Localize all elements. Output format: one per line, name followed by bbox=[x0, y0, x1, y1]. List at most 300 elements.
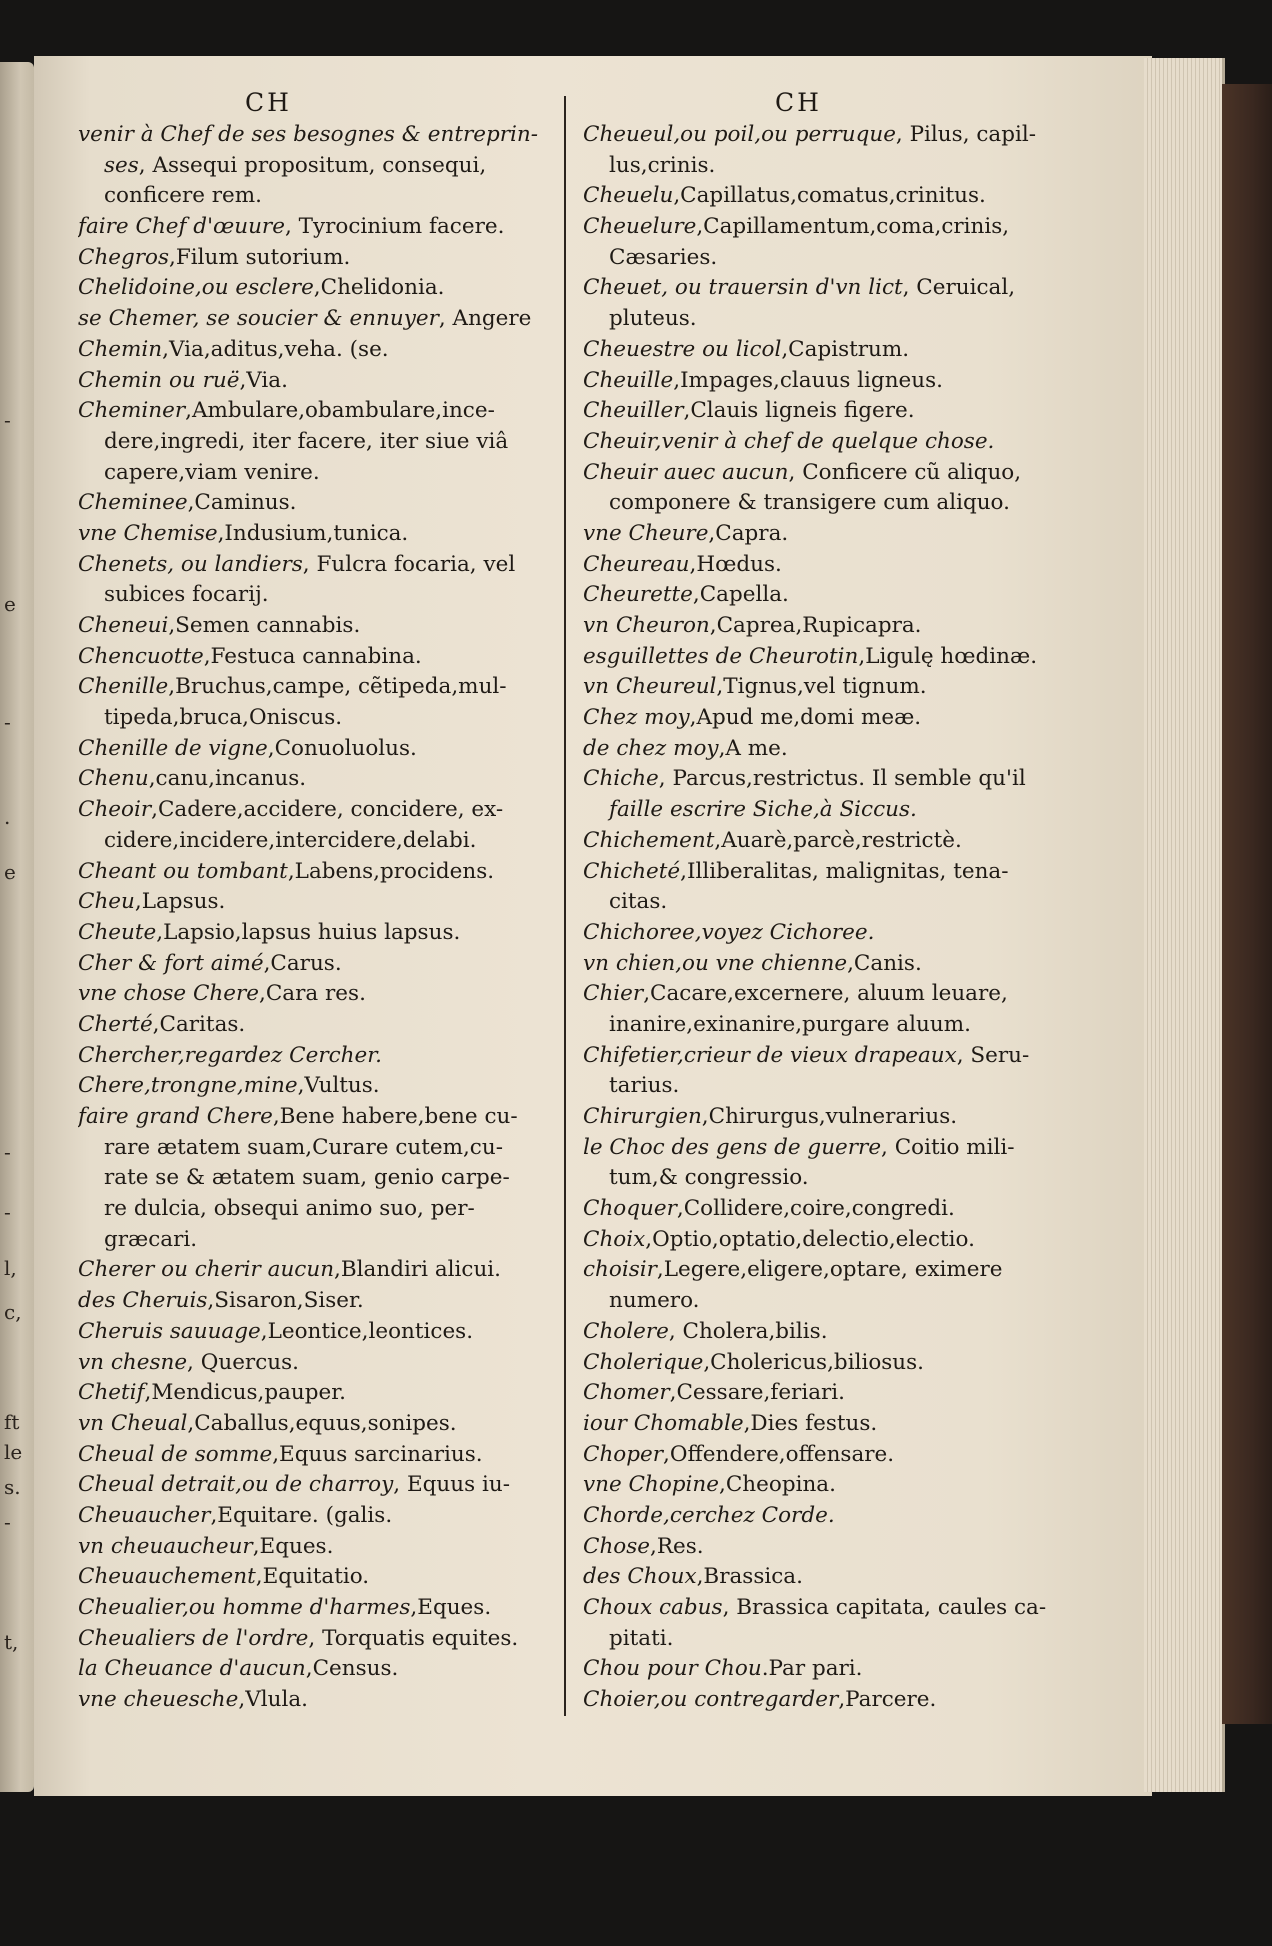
entry-line bbox=[583, 1562, 1118, 1593]
entry-line bbox=[78, 734, 613, 765]
entry-term: Cheute bbox=[78, 919, 157, 945]
entry-line bbox=[78, 273, 613, 304]
entry-translation: citas. bbox=[609, 889, 668, 915]
entry-term: Cheueul,ou poil,ou perruque bbox=[583, 122, 896, 147]
entry-term: des Choux bbox=[583, 1564, 697, 1590]
entry-line bbox=[78, 427, 613, 458]
entry-line bbox=[583, 1685, 1118, 1716]
left-column bbox=[78, 120, 613, 1716]
entry-line bbox=[583, 243, 1118, 274]
entry-line bbox=[78, 550, 613, 581]
entry-term: Chetif bbox=[78, 1380, 145, 1406]
entry-line bbox=[583, 1593, 1118, 1624]
entry-line bbox=[78, 795, 613, 826]
entry-term: vne Chemise bbox=[78, 520, 218, 546]
entry-line bbox=[78, 642, 613, 673]
entry-term: Cheuaucher bbox=[78, 1502, 211, 1528]
entry-translation: ,Capistrum. bbox=[781, 336, 910, 362]
entry-term: Chere,trongne,mine bbox=[78, 1073, 298, 1099]
entry-translation: ,Capillamentum,coma,crinis, bbox=[696, 214, 1010, 240]
entry-term: vn Cheureul bbox=[583, 674, 717, 700]
entry-translation: dere,ingredi, iter facere, iter siue viâ bbox=[104, 428, 509, 454]
entry-translation: re dulcia, obsequi animo suo, per- bbox=[104, 1196, 475, 1222]
entry-line bbox=[78, 1378, 613, 1409]
entry-term: vn chesne bbox=[78, 1349, 188, 1375]
margin-fragment: - bbox=[4, 1140, 11, 1164]
entry-translation: , Ceruical, bbox=[902, 275, 1016, 301]
entry-term: Cheminer bbox=[78, 398, 186, 424]
running-head-left: CH bbox=[245, 88, 292, 117]
entry-translation: tarius. bbox=[609, 1073, 680, 1099]
entry-line bbox=[583, 826, 1118, 857]
entry-translation: , Equus iu- bbox=[393, 1472, 510, 1498]
entry-translation: numero. bbox=[609, 1288, 700, 1314]
entry-term: Cheuauchement bbox=[78, 1564, 256, 1590]
entry-line bbox=[583, 1378, 1118, 1409]
margin-fragment: - bbox=[4, 1200, 11, 1224]
entry-translation: ,Lapsus. bbox=[134, 889, 226, 915]
entry-line bbox=[78, 151, 613, 182]
entry-line bbox=[78, 1562, 613, 1593]
entry-translation: ,Cessare,feriari. bbox=[669, 1380, 846, 1406]
margin-fragment: l, bbox=[4, 1256, 17, 1280]
entry-line bbox=[583, 120, 1118, 151]
entry-line bbox=[583, 550, 1118, 581]
entry-line bbox=[78, 1010, 613, 1041]
entry-translation: ,Festuca cannabina. bbox=[203, 643, 422, 669]
margin-fragment: le bbox=[4, 1440, 23, 1464]
entry-translation: subices focarij. bbox=[104, 582, 269, 608]
entry-translation: ,Filum sutorium. bbox=[169, 244, 351, 270]
entry-translation: ,Cholericus,biliosus. bbox=[703, 1349, 925, 1375]
entry-term: choisir bbox=[583, 1257, 657, 1283]
entry-line bbox=[583, 1317, 1118, 1348]
entry-translation: tipeda,bruca,Oniscus. bbox=[104, 705, 343, 731]
entry-line bbox=[78, 243, 613, 274]
entry-term: la Cheuance d'aucun bbox=[78, 1656, 306, 1682]
entry-term: Chicheté bbox=[583, 858, 681, 884]
entry-line bbox=[78, 918, 613, 949]
entry-translation: ,Labens,procidens. bbox=[287, 858, 495, 884]
entry-term: Cheminee bbox=[78, 490, 188, 516]
entry-line bbox=[583, 979, 1118, 1010]
margin-fragment: ft bbox=[4, 1410, 20, 1434]
entry-translation: ,Impages,clauus ligneus. bbox=[673, 367, 943, 393]
entry-translation: pluteus. bbox=[609, 306, 697, 332]
margin-fragment: t, bbox=[4, 1630, 19, 1654]
entry-term: Chiche bbox=[583, 766, 659, 792]
entry-translation: ,Chelidonia. bbox=[313, 275, 445, 301]
entry-translation: , Pilus, capil- bbox=[895, 122, 1036, 147]
entry-line bbox=[78, 1163, 613, 1194]
entry-term: des Cheruis bbox=[78, 1288, 208, 1314]
entry-line bbox=[583, 1041, 1118, 1072]
entry-line bbox=[583, 857, 1118, 888]
entry-term: Cheruis sauuage bbox=[78, 1318, 261, 1344]
entry-translation: , Cholera,bilis. bbox=[668, 1318, 828, 1344]
entry-translation: ,Capra. bbox=[708, 520, 789, 546]
entry-term: Chenets, ou landiers bbox=[78, 551, 303, 577]
entry-translation: , Fulcra focaria, vel bbox=[302, 551, 516, 577]
entry-translation: ,Cara res. bbox=[259, 981, 366, 1007]
entry-term: Chichement bbox=[583, 827, 715, 853]
entry-line bbox=[583, 1071, 1118, 1102]
entry-line bbox=[583, 611, 1118, 642]
entry-term: faire Chef d'œuure bbox=[78, 214, 285, 240]
entry-line bbox=[583, 1286, 1118, 1317]
entry-translation: ,Ligulę hœdinæ. bbox=[858, 643, 1038, 669]
entry-line bbox=[78, 1225, 613, 1256]
entry-term: Chose bbox=[583, 1533, 650, 1559]
entry-term: Cheneui bbox=[78, 613, 169, 638]
entry-translation: ,Legere,eligere,optare, eximere bbox=[656, 1257, 1003, 1283]
entry-term: Chez moy bbox=[583, 705, 690, 731]
entry-translation: ,Caballus,equus,sonipes. bbox=[187, 1410, 457, 1436]
margin-fragment: c, bbox=[4, 1300, 22, 1324]
entry-translation: ,Eques. bbox=[252, 1533, 334, 1559]
entry-line bbox=[583, 642, 1118, 673]
entry-term: Chorde,cerchez Corde. bbox=[583, 1502, 835, 1528]
entry-translation: ,Chirurgus,vulnerarius. bbox=[701, 1104, 958, 1129]
entry-line bbox=[78, 611, 613, 642]
entry-translation: ,Collidere,coire,congredi. bbox=[676, 1196, 955, 1222]
entry-line bbox=[78, 1286, 613, 1317]
entry-line bbox=[78, 335, 613, 366]
entry-translation: ,Sisaron,Siser. bbox=[207, 1288, 364, 1314]
entry-translation: , Seru- bbox=[956, 1042, 1030, 1068]
entry-translation: ,Via,aditus,veha. (se. bbox=[162, 336, 389, 362]
book-cover-edge bbox=[1222, 84, 1272, 1724]
entry-term: Cheuir auec aucun bbox=[583, 459, 789, 485]
entry-translation: tum,& congressio. bbox=[609, 1165, 809, 1191]
entry-translation: ,Tignus,vel tignum. bbox=[716, 674, 927, 700]
entry-term: Chegros bbox=[78, 244, 170, 270]
entry-line bbox=[78, 857, 613, 888]
entry-line bbox=[583, 734, 1118, 765]
entry-line bbox=[583, 1133, 1118, 1164]
margin-fragment: s. bbox=[4, 1475, 21, 1499]
entry-term: vne Cheure bbox=[583, 520, 709, 546]
entry-translation: ,canu,incanus. bbox=[148, 766, 307, 792]
entry-translation: ,Lapsio,lapsus huius lapsus. bbox=[156, 919, 461, 945]
entry-term: Cheual detrait,ou de charroy bbox=[78, 1472, 394, 1498]
entry-term: Choux cabus bbox=[583, 1595, 723, 1620]
entry-term: Choix bbox=[583, 1226, 646, 1252]
entry-translation: ,Apud me,domi meæ. bbox=[689, 705, 922, 731]
entry-line bbox=[583, 1654, 1118, 1685]
entry-term: de chez moy bbox=[583, 735, 719, 761]
running-head-right: CH bbox=[775, 88, 822, 117]
entry-term: Chichoree,voyez Cichoree. bbox=[583, 919, 875, 945]
entry-term: Cheuelu bbox=[583, 183, 674, 209]
entry-translation: ,Mendicus,pauper. bbox=[144, 1380, 346, 1406]
page-stack-edge bbox=[1144, 58, 1225, 1792]
entry-term: Chemin bbox=[78, 336, 163, 362]
entry-translation: .Par pari. bbox=[761, 1656, 863, 1682]
entry-term: Chier bbox=[583, 981, 644, 1007]
margin-fragment: . bbox=[4, 805, 11, 829]
entry-term: Cheuet, ou trauersin d'vn lict bbox=[583, 275, 903, 301]
entry-translation: ,Eques. bbox=[410, 1595, 492, 1620]
entry-translation: ,Conuoluolus. bbox=[267, 735, 417, 761]
entry-term: Cherer ou cherir aucun bbox=[78, 1257, 335, 1283]
entry-term: Chenille de vigne bbox=[78, 735, 268, 761]
entry-line bbox=[78, 1654, 613, 1685]
entry-translation: ,Parcere. bbox=[838, 1687, 937, 1713]
entry-term: Choier,ou contregarder bbox=[583, 1687, 839, 1713]
entry-translation: ,Vultus. bbox=[297, 1073, 380, 1099]
entry-translation: ,Clauis ligneis figere. bbox=[683, 398, 915, 424]
entry-term: Cher & fort aimé bbox=[78, 950, 264, 976]
entry-translation: ,Blandiri alicui. bbox=[334, 1257, 502, 1283]
entry-line bbox=[583, 1501, 1118, 1532]
entry-line bbox=[78, 764, 613, 795]
entry-term: Cheuir,venir à chef de quelque chose. bbox=[583, 428, 995, 454]
entry-line bbox=[583, 335, 1118, 366]
entry-line bbox=[583, 1225, 1118, 1256]
entry-term: Cheualiers de l'ordre bbox=[78, 1625, 309, 1651]
entry-translation: Cæsaries. bbox=[609, 244, 718, 270]
entry-term: Choper bbox=[583, 1441, 664, 1467]
entry-translation: ,Hœdus. bbox=[689, 551, 782, 577]
entry-line bbox=[583, 1348, 1118, 1379]
entry-line bbox=[78, 580, 613, 611]
entry-line bbox=[583, 1163, 1118, 1194]
entry-line bbox=[583, 304, 1118, 335]
entry-translation: inanire,exinanire,purgare aluum. bbox=[609, 1011, 971, 1037]
entry-term: faille escrire Siche,à Siccus. bbox=[609, 797, 917, 823]
entry-translation: ,Dies festus. bbox=[743, 1410, 878, 1436]
entry-translation: ,Cacare,excernere, aluum leuare, bbox=[643, 981, 1008, 1007]
entry-line bbox=[78, 212, 613, 243]
entry-line bbox=[78, 1532, 613, 1563]
entry-line bbox=[583, 672, 1118, 703]
entry-line bbox=[78, 1071, 613, 1102]
entry-line bbox=[78, 396, 613, 427]
entry-term: Chirurgien bbox=[583, 1104, 702, 1129]
entry-line bbox=[78, 826, 613, 857]
entry-term: Chemin ou ruë bbox=[78, 367, 240, 393]
entry-line bbox=[78, 887, 613, 918]
entry-line bbox=[78, 1133, 613, 1164]
entry-term: ses bbox=[104, 152, 139, 178]
entry-translation: , Angere bbox=[438, 306, 532, 332]
entry-term: vne chose Chere bbox=[78, 981, 259, 1007]
entry-line bbox=[583, 703, 1118, 734]
entry-term: Cholerique bbox=[583, 1349, 704, 1375]
entry-translation: ,Semen cannabis. bbox=[168, 613, 361, 638]
entry-term: Cheureau bbox=[583, 551, 690, 577]
entry-line bbox=[583, 1102, 1118, 1133]
entry-translation: pitati. bbox=[609, 1625, 674, 1651]
entry-translation: , Quercus. bbox=[187, 1349, 299, 1375]
entry-term: Chenille bbox=[78, 674, 169, 700]
entry-term: Cheuelure bbox=[583, 214, 697, 240]
entry-term: vn Cheuron bbox=[583, 613, 710, 638]
entry-translation: , Parcus,restrictus. Il semble qu'il bbox=[658, 766, 1026, 792]
entry-term: faire grand Chere bbox=[78, 1104, 273, 1129]
entry-translation: ,A me. bbox=[718, 735, 788, 761]
entry-line bbox=[583, 519, 1118, 550]
entry-translation: , Conficere cũ aliquo, bbox=[788, 459, 1022, 485]
entry-term: vn chien,ou vne chienne bbox=[583, 950, 848, 976]
entry-translation: ,Equus sarcinarius. bbox=[272, 1441, 483, 1467]
entry-line bbox=[78, 1685, 613, 1716]
entry-term: Chou pour Chou bbox=[583, 1656, 762, 1682]
entry-line bbox=[583, 366, 1118, 397]
entry-line bbox=[78, 672, 613, 703]
margin-fragment: e bbox=[4, 860, 16, 884]
entry-line bbox=[583, 887, 1118, 918]
entry-term: Cheurette bbox=[583, 582, 693, 608]
entry-term: vne Chopine bbox=[583, 1472, 720, 1498]
entry-translation: ,Capillatus,comatus,crinitus. bbox=[673, 183, 986, 209]
entry-term: le Choc des gens de guerre bbox=[583, 1134, 882, 1160]
entry-line bbox=[583, 273, 1118, 304]
entry-translation: ,Bruchus,campe, cẽtipeda,mul- bbox=[168, 674, 507, 700]
entry-term: Cheu bbox=[78, 889, 135, 915]
margin-fragment: e bbox=[4, 592, 16, 616]
entry-line bbox=[78, 979, 613, 1010]
margin-fragment: - bbox=[4, 710, 11, 734]
entry-line bbox=[78, 1470, 613, 1501]
entry-line bbox=[78, 1255, 613, 1286]
entry-translation: ,Capella. bbox=[692, 582, 789, 608]
entry-term: Chercher,regardez Cercher. bbox=[78, 1042, 382, 1068]
entry-translation: ,Caritas. bbox=[152, 1011, 246, 1037]
entry-line bbox=[78, 949, 613, 980]
entry-translation: ,Indusium,tunica. bbox=[217, 520, 409, 546]
entry-term: se Chemer, se soucier & ennuyer bbox=[78, 306, 439, 332]
entry-term: iour Chomable bbox=[583, 1410, 744, 1436]
entry-term: vne cheuesche bbox=[78, 1687, 239, 1713]
margin-fragment: - bbox=[4, 1510, 11, 1534]
entry-translation: ,Cheopina. bbox=[719, 1472, 836, 1498]
entry-line bbox=[583, 1532, 1118, 1563]
entry-translation: ,Brassica. bbox=[696, 1564, 803, 1590]
entry-line bbox=[583, 181, 1118, 212]
entry-line bbox=[583, 1194, 1118, 1225]
entry-line bbox=[78, 1593, 613, 1624]
entry-translation: , Assequi propositum, consequi, bbox=[138, 152, 487, 178]
entry-term: Chomer bbox=[583, 1380, 670, 1406]
entry-line bbox=[78, 1041, 613, 1072]
entry-translation: ,Carus. bbox=[263, 950, 342, 976]
entry-translation: ,Ambulare,obambulare,ince- bbox=[185, 398, 495, 424]
entry-translation: ,Canis. bbox=[847, 950, 922, 976]
entry-line bbox=[583, 1470, 1118, 1501]
entry-line bbox=[583, 1010, 1118, 1041]
entry-translation: capere,viam venire. bbox=[104, 459, 320, 485]
entry-translation: rare ætatem suam,Curare cutem,cu- bbox=[104, 1134, 503, 1160]
entry-term: Cheuille bbox=[583, 367, 674, 393]
entry-line bbox=[78, 519, 613, 550]
entry-term: Cheuestre ou licol bbox=[583, 336, 782, 362]
entry-term: venir à Chef de ses besognes & entreprin- bbox=[78, 122, 538, 147]
entry-term: Cheoir bbox=[78, 797, 152, 823]
entry-line bbox=[78, 1440, 613, 1471]
entry-term: Chencuotte bbox=[78, 643, 204, 669]
entry-line bbox=[78, 181, 613, 212]
entry-line bbox=[583, 488, 1118, 519]
entry-term: Cheual de somme bbox=[78, 1441, 273, 1467]
entry-line bbox=[78, 1348, 613, 1379]
entry-term: Cheant ou tombant bbox=[78, 858, 288, 884]
entry-translation: componere & transigere cum aliquo. bbox=[609, 490, 1010, 516]
entry-term: Cherté bbox=[78, 1011, 153, 1037]
entry-line bbox=[78, 1409, 613, 1440]
entry-translation: cidere,incidere,intercidere,delabi. bbox=[104, 827, 477, 853]
entry-term: Cheuiller bbox=[583, 398, 684, 424]
entry-line bbox=[78, 1624, 613, 1655]
entry-line bbox=[583, 458, 1118, 489]
entry-line bbox=[583, 918, 1118, 949]
entry-translation: ,Leontice,leontices. bbox=[260, 1318, 474, 1344]
entry-line bbox=[78, 366, 613, 397]
entry-line bbox=[583, 1255, 1118, 1286]
entry-translation: ,Vlula. bbox=[238, 1687, 309, 1713]
entry-line bbox=[583, 427, 1118, 458]
entry-line bbox=[583, 764, 1118, 795]
entry-line bbox=[78, 1102, 613, 1133]
entry-term: Chelidoine,ou esclere bbox=[78, 275, 314, 301]
entry-translation: ,Cadere,accidere, concidere, ex- bbox=[151, 797, 504, 823]
entry-translation: ,Optio,optatio,delectio,electio. bbox=[645, 1226, 975, 1252]
entry-line bbox=[583, 212, 1118, 243]
entry-term: esguillettes de Cheurotin bbox=[583, 643, 859, 669]
entry-term: Chenu bbox=[78, 766, 149, 792]
margin-fragment: - bbox=[4, 408, 11, 432]
entry-line bbox=[78, 1194, 613, 1225]
entry-translation: ,Illiberalitas, malignitas, tena- bbox=[680, 858, 1009, 884]
entry-line bbox=[78, 120, 613, 151]
entry-translation: , Brassica capitata, caules ca- bbox=[722, 1595, 1047, 1620]
entry-translation: ,Caprea,Rupicapra. bbox=[709, 613, 922, 638]
entry-line bbox=[78, 458, 613, 489]
entry-translation: conficere rem. bbox=[104, 183, 262, 209]
entry-translation: græcari. bbox=[104, 1226, 198, 1252]
entry-translation: rate se & ætatem suam, genio carpe- bbox=[104, 1165, 510, 1191]
entry-translation: , Tyrocinium facere. bbox=[284, 214, 505, 240]
entry-line bbox=[583, 151, 1118, 182]
entry-translation: ,Equitatio. bbox=[255, 1564, 370, 1590]
entry-term: vn cheuaucheur bbox=[78, 1533, 253, 1559]
right-column bbox=[583, 120, 1118, 1716]
entry-line bbox=[78, 488, 613, 519]
entry-translation: ,Res. bbox=[650, 1533, 704, 1559]
entry-translation: ,Offendere,offensare. bbox=[663, 1441, 895, 1467]
entry-line bbox=[583, 1624, 1118, 1655]
entry-term: Cheualier,ou homme d'harmes bbox=[78, 1595, 411, 1620]
entry-line bbox=[583, 949, 1118, 980]
entry-line bbox=[583, 1440, 1118, 1471]
entry-translation: ,Caminus. bbox=[187, 490, 297, 516]
entry-translation: lus,crinis. bbox=[609, 152, 716, 178]
entry-translation: ,Equitare. (galis. bbox=[210, 1502, 393, 1528]
entry-term: vn Cheual bbox=[78, 1410, 188, 1436]
entry-translation: ,Census. bbox=[305, 1656, 399, 1682]
entry-term: Choquer bbox=[583, 1196, 677, 1222]
entry-line bbox=[583, 795, 1118, 826]
entry-line bbox=[583, 396, 1118, 427]
entry-translation: , Torquatis equites. bbox=[308, 1625, 519, 1651]
entry-line bbox=[78, 1317, 613, 1348]
entry-line bbox=[583, 1409, 1118, 1440]
entry-line bbox=[583, 580, 1118, 611]
entry-term: Cholere bbox=[583, 1318, 669, 1344]
entry-line bbox=[78, 304, 613, 335]
entry-line bbox=[78, 1501, 613, 1532]
